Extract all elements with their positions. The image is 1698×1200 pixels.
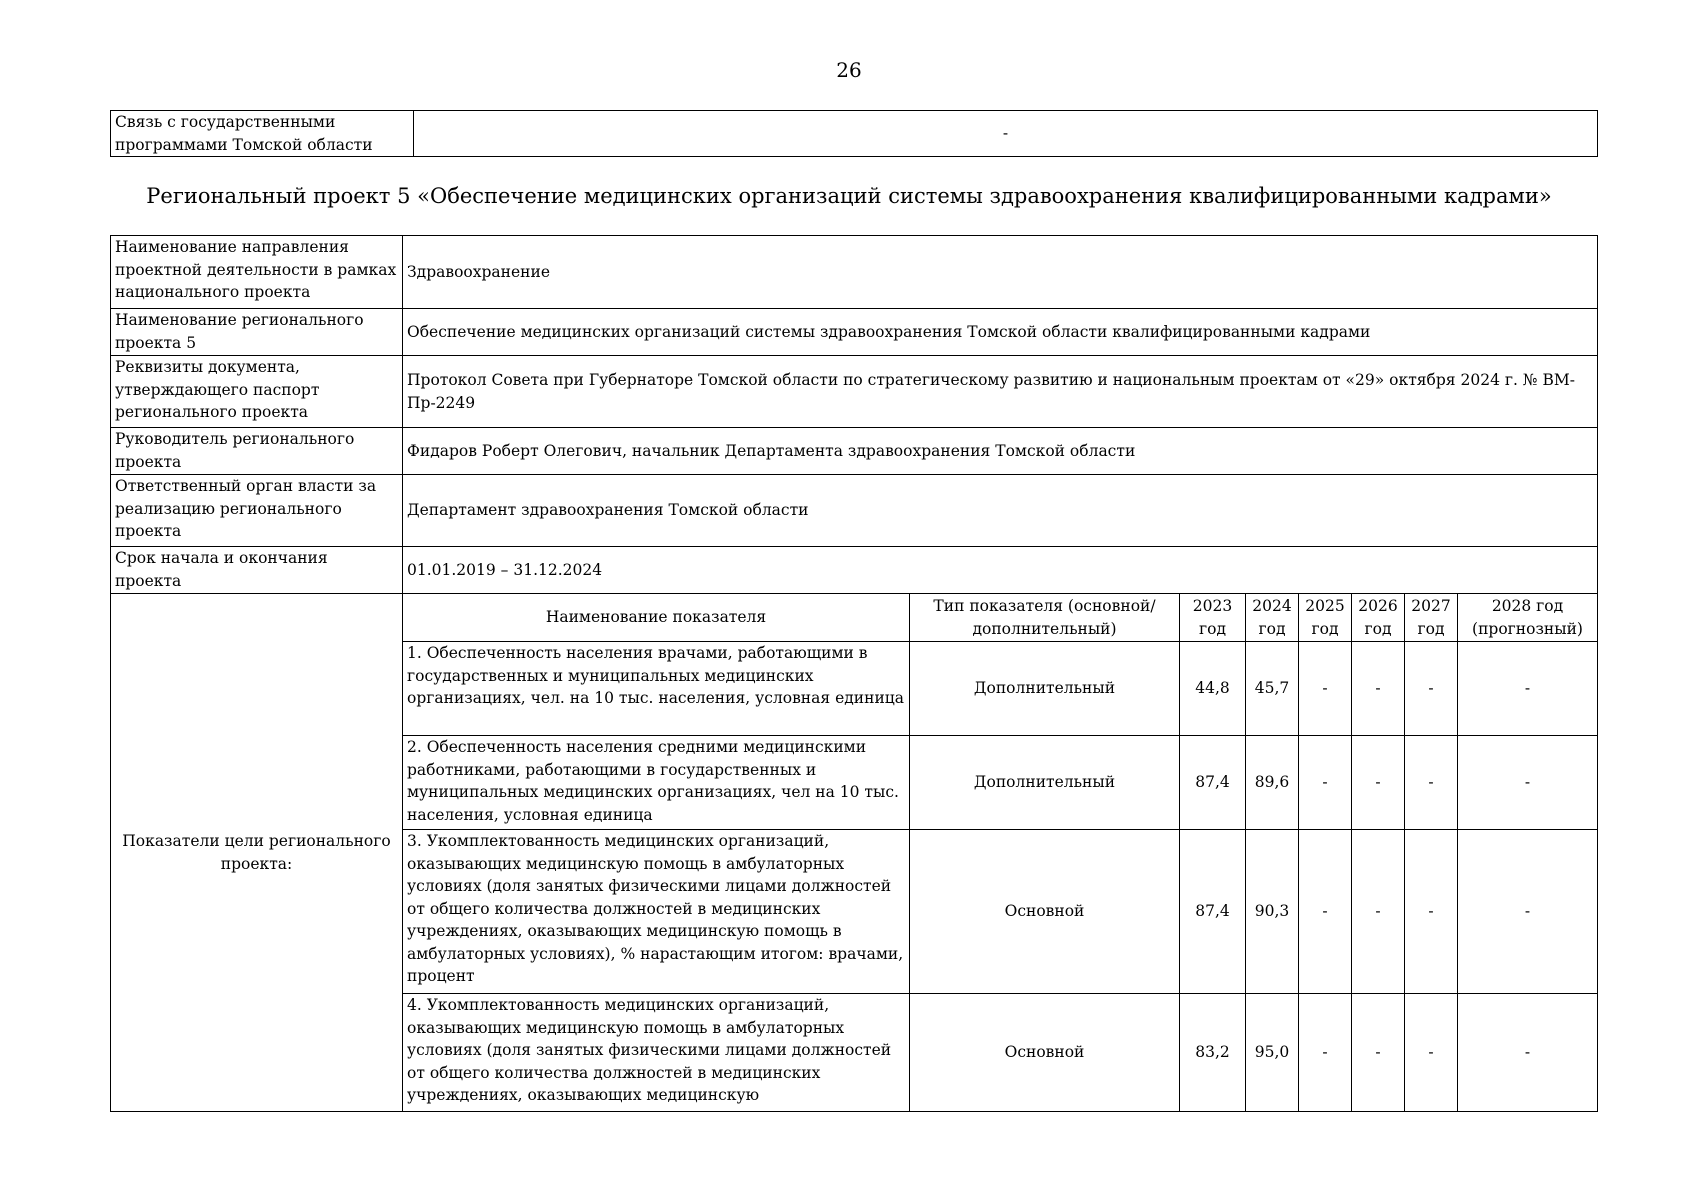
value-2028: - bbox=[1458, 642, 1598, 736]
header-2028: 2028 год (прогнозный) bbox=[1458, 594, 1598, 642]
indicator-name: 3. Укомплектованность медицинских организаций, оказывающих медицинскую помощь в амбулаторных условиях (доля занятых физическими лицами должностей от общего количества должностей в медицинских учреждениях, оказывающих медицинскую помощь в амбулаторных условиях), % нарастающим итогом: врачами, процент bbox=[403, 830, 910, 994]
indicator-name: 4. Укомплектованность медицинских организаций, оказывающих медицинскую помощь в амбулаторных условиях (доля занятых физическими лицами должностей от общего количества должностей в медицинских учреждениях, оказывающих медицинскую bbox=[403, 994, 910, 1112]
value-2025: - bbox=[1299, 994, 1352, 1112]
value-2024: 95,0 bbox=[1246, 994, 1299, 1112]
program-link-table bbox=[110, 110, 1598, 157]
page-number: 26 bbox=[836, 58, 862, 82]
program-link-label: Связь с государственными программами Томской области bbox=[111, 111, 414, 157]
project-name-value: Обеспечение медицинских организаций системы здравоохранения Томской области квалифицированными кадрами bbox=[403, 309, 1598, 356]
header-2027: 2027 год bbox=[1405, 594, 1458, 642]
indicator-type: Дополнительный bbox=[910, 642, 1180, 736]
direction-value: Здравоохранение bbox=[403, 236, 1598, 309]
value-2023: 87,4 bbox=[1180, 736, 1246, 830]
value-2024: 90,3 bbox=[1246, 830, 1299, 994]
value-2024: 89,6 bbox=[1246, 736, 1299, 830]
header-2023: 2023 год bbox=[1180, 594, 1246, 642]
indicator-name: 2. Обеспеченность населения средними медицинскими работниками, работающими в государственных и муниципальных медицинских организациях, чел на 10 тыс. населения, условная единица bbox=[403, 736, 910, 830]
header-2024: 2024 год bbox=[1246, 594, 1299, 642]
indicators-label: Показатели цели регионального проекта: bbox=[111, 594, 403, 1112]
direction-label: Наименование направления проектной деятельности в рамках национального проекта bbox=[111, 236, 403, 309]
value-2025: - bbox=[1299, 642, 1352, 736]
value-2028: - bbox=[1458, 736, 1598, 830]
term-value: 01.01.2019 – 31.12.2024 bbox=[403, 547, 1598, 594]
value-2026: - bbox=[1352, 830, 1405, 994]
indicator-type: Дополнительный bbox=[910, 736, 1180, 830]
project-title: Региональный проект 5 «Обеспечение медицинских организаций системы здравоохранения квалифицированными кадрами» bbox=[146, 184, 1552, 208]
value-2026: - bbox=[1352, 642, 1405, 736]
head-label: Руководитель регионального проекта bbox=[111, 428, 403, 475]
header-indicator-type: Тип показателя (основной/дополнительный) bbox=[910, 594, 1180, 642]
value-2026: - bbox=[1352, 994, 1405, 1112]
value-2026: - bbox=[1352, 736, 1405, 830]
authority-value: Департамент здравоохранения Томской области bbox=[403, 475, 1598, 547]
header-2026: 2026 год bbox=[1352, 594, 1405, 642]
project-name-label: Наименование регионального проекта 5 bbox=[111, 309, 403, 356]
header-2025: 2025 год bbox=[1299, 594, 1352, 642]
authority-label: Ответственный орган власти за реализацию регионального проекта bbox=[111, 475, 403, 547]
indicator-type: Основной bbox=[910, 830, 1180, 994]
value-2023: 44,8 bbox=[1180, 642, 1246, 736]
value-2025: - bbox=[1299, 830, 1352, 994]
document-label: Реквизиты документа, утверждающего паспорт регионального проекта bbox=[111, 356, 403, 428]
indicator-name: 1. Обеспеченность населения врачами, работающими в государственных и муниципальных медицинских организациях, чел. на 10 тыс. населения, условная единица bbox=[403, 642, 910, 736]
indicator-type: Основной bbox=[910, 994, 1180, 1112]
value-2028: - bbox=[1458, 994, 1598, 1112]
project-passport-table bbox=[110, 235, 1598, 1112]
document-value: Протокол Совета при Губернаторе Томской области по стратегическому развитию и национальным проектам от «29» октября 2024 г. № ВМ-Пр-2249 bbox=[403, 356, 1598, 428]
value-2027: - bbox=[1405, 830, 1458, 994]
value-2027: - bbox=[1405, 736, 1458, 830]
value-2027: - bbox=[1405, 994, 1458, 1112]
value-2028: - bbox=[1458, 830, 1598, 994]
header-indicator-name: Наименование показателя bbox=[403, 594, 910, 642]
value-2027: - bbox=[1405, 642, 1458, 736]
value-2023: 83,2 bbox=[1180, 994, 1246, 1112]
head-value: Фидаров Роберт Олегович, начальник Департамента здравоохранения Томской области bbox=[403, 428, 1598, 475]
value-2024: 45,7 bbox=[1246, 642, 1299, 736]
value-2025: - bbox=[1299, 736, 1352, 830]
term-label: Срок начала и окончания проекта bbox=[111, 547, 403, 594]
program-link-value: - bbox=[414, 111, 1598, 157]
value-2023: 87,4 bbox=[1180, 830, 1246, 994]
